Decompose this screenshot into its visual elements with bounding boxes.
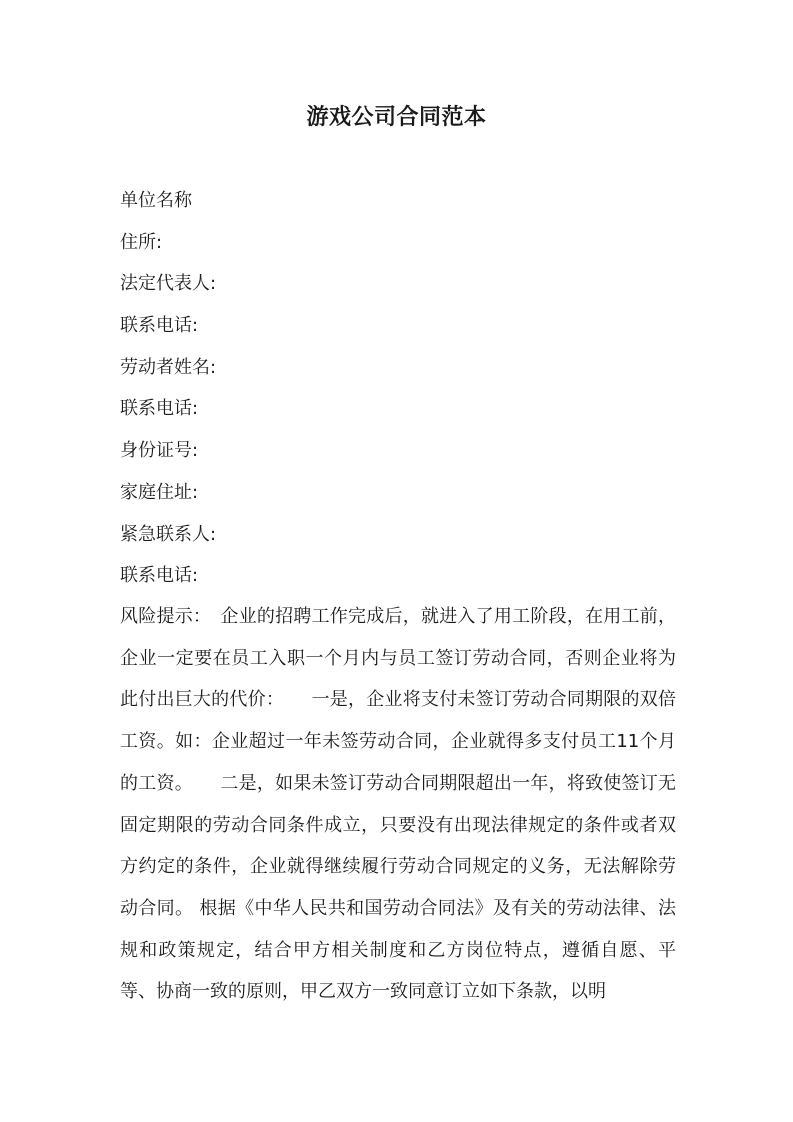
field-legal-representative: 法定代表人: <box>120 273 217 295</box>
risk-notice-paragraph: 风险提示： 企业的招聘工作完成后，就进入了用工阶段，在用工前，企业一定要在员工入职一个月内与员工签订劳动合同，否则企业将为此付出巨大的代价： 一是，企业将支付未签订劳动合同期限的双倍工资。如：企业超过一年未签劳动合同，企业就得多支付员工11个月的工资。 二是，如果未签订劳动合同期限超出一年，将致使签订无固定期限的劳动合同条件成立，只要没有出现法律规定的条件或者双方约定的条件，企业就得继续履行劳动合同规定的义务，无法解除劳动合同。 根据《中华人民共和国劳动合同法》及有关的劳动法律、法规和政策规定，结合甲方相关制度和乙方岗位特点，遵循自愿、平等、协商一致的原则，甲乙双方一致同意订立如下条款，以明 <box>120 606 676 1003</box>
field-company-phone: 联系电话: <box>120 315 199 337</box>
field-worker-phone: 联系电话: <box>120 398 199 420</box>
field-emergency-phone: 联系电话: <box>120 565 199 587</box>
field-emergency-contact: 紧急联系人: <box>120 523 217 545</box>
field-id-number: 身份证号: <box>120 440 199 462</box>
document-title: 游戏公司合同范本 <box>306 105 487 130</box>
contract-fields <box>120 180 680 597</box>
field-worker-name: 劳动者姓名: <box>120 356 217 378</box>
field-home-address: 家庭住址: <box>120 481 199 503</box>
field-company-name: 单位名称 <box>120 190 192 211</box>
field-address: 住所: <box>120 231 163 253</box>
